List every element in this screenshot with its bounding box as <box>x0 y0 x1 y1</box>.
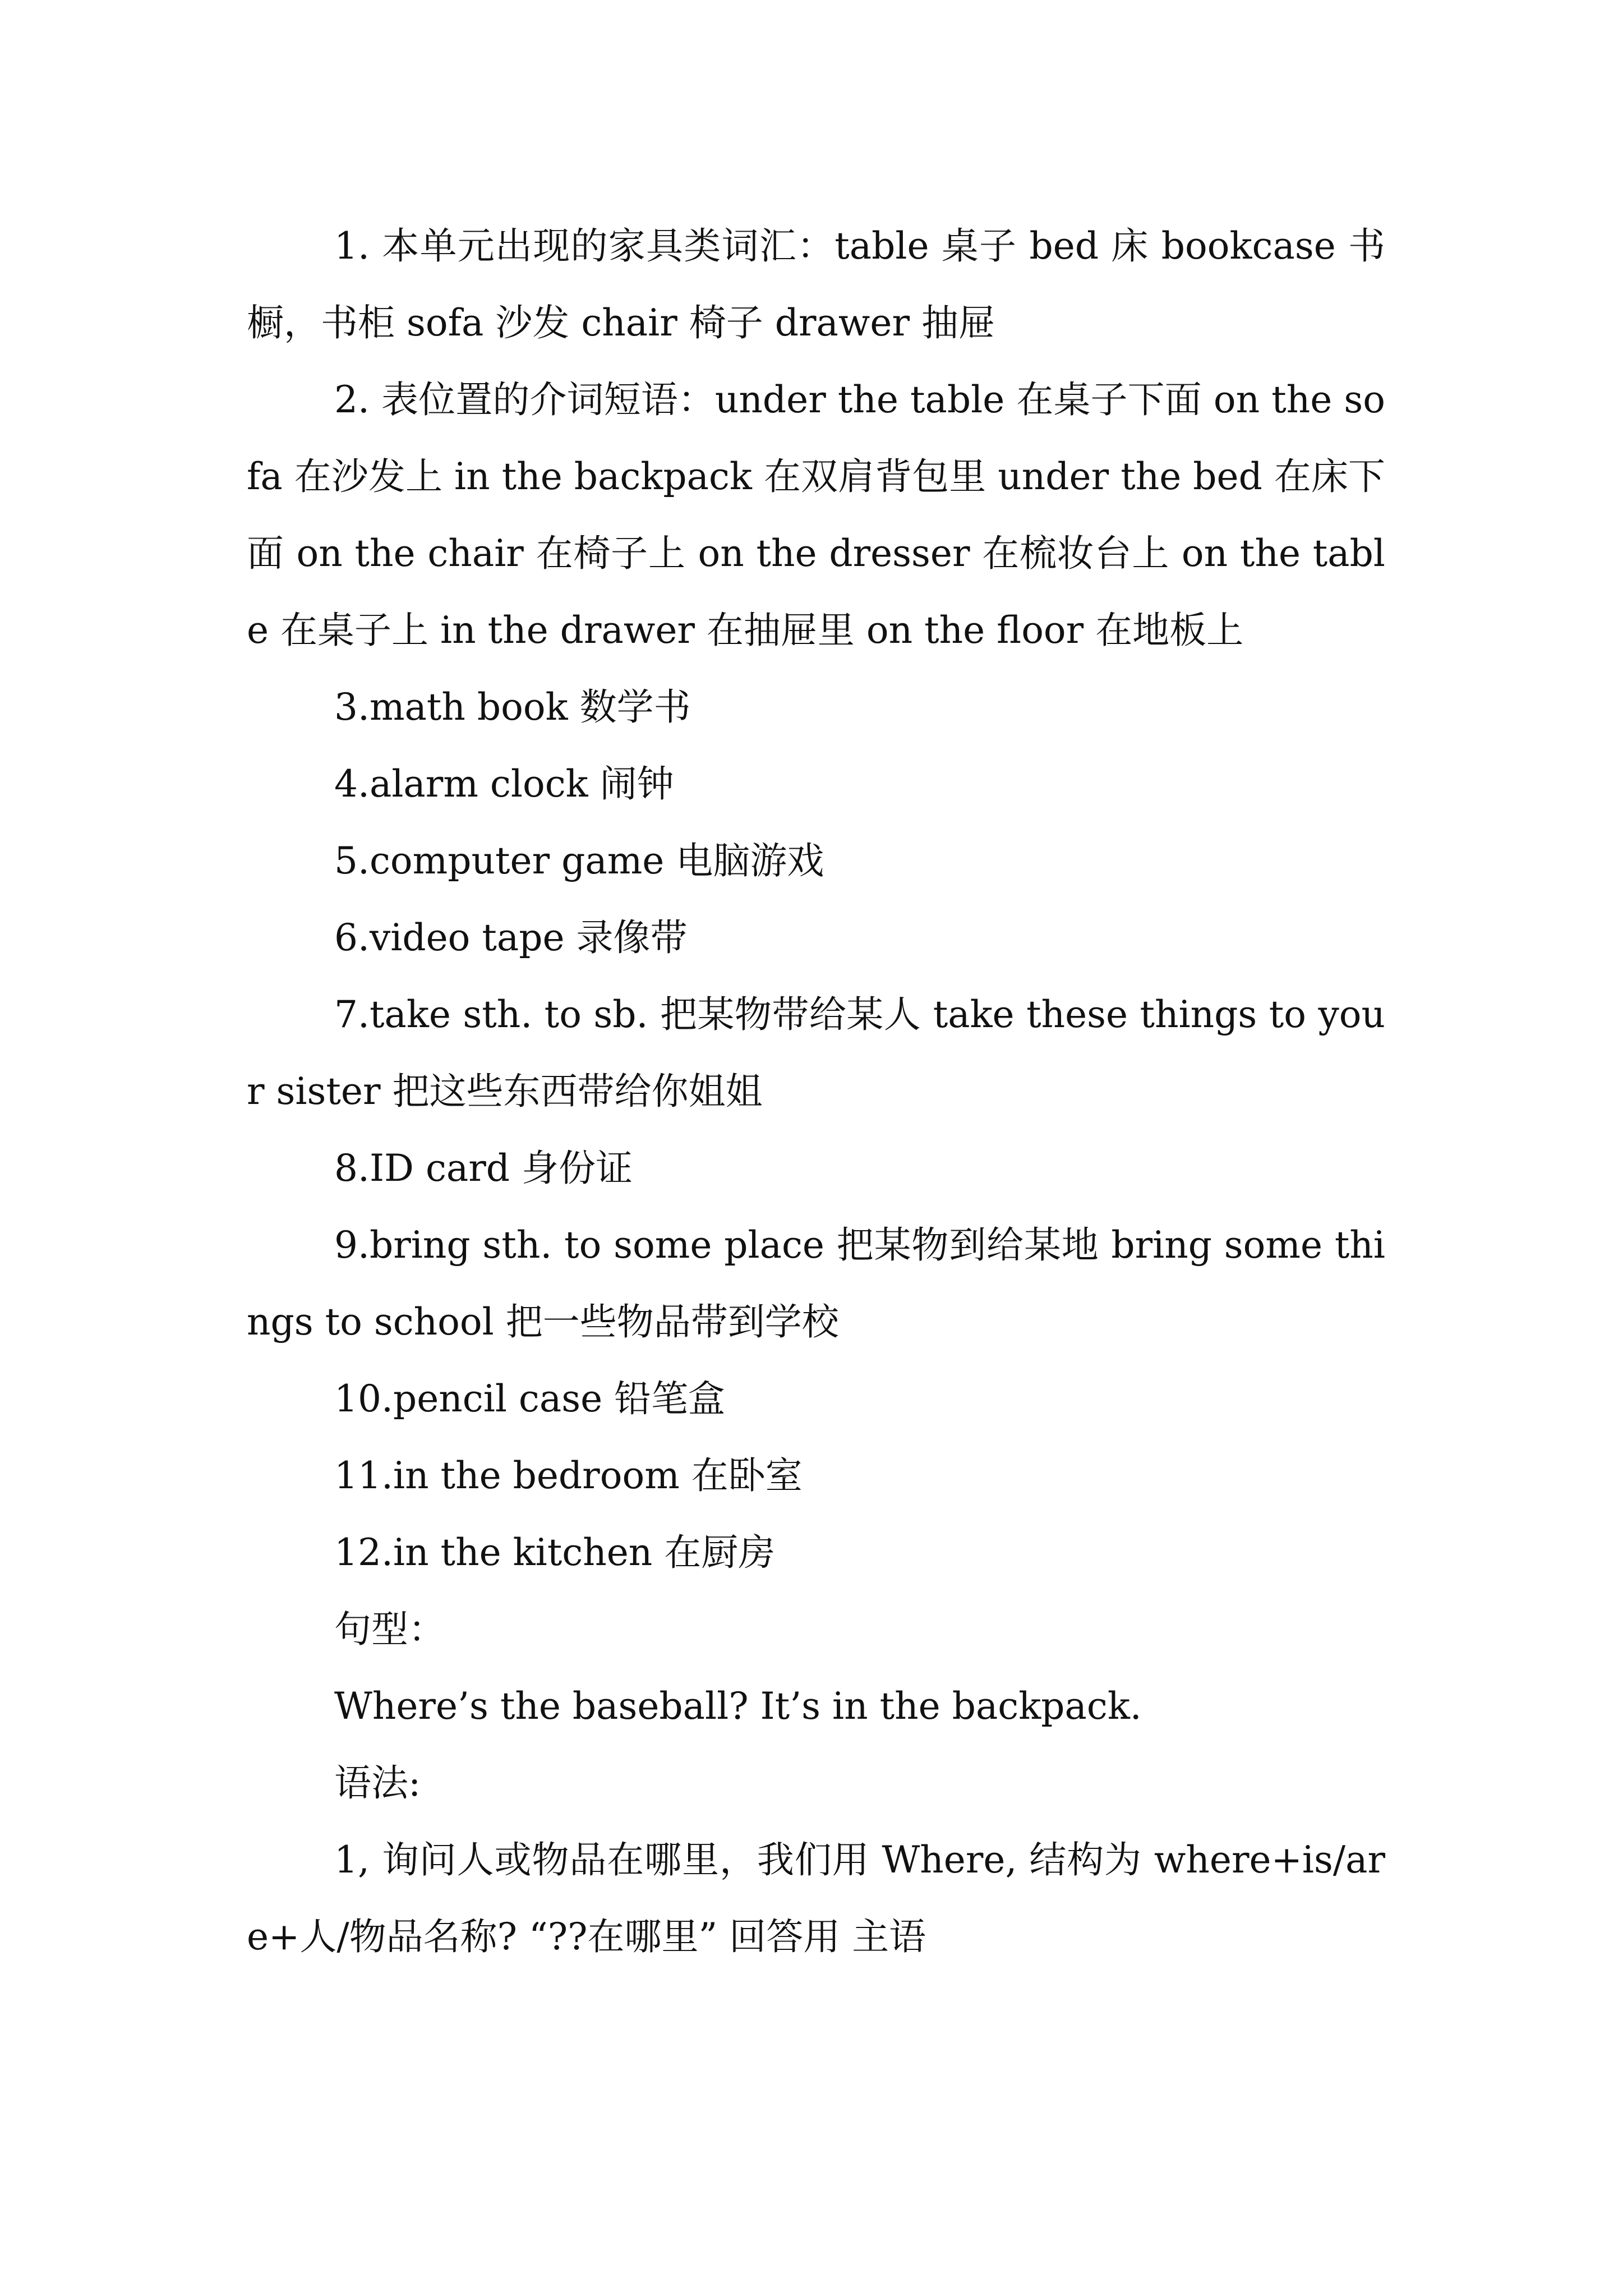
list-item-pencil-case: 10.pencil case 铅笔盒 <box>334 1377 726 1420</box>
heading-sentence-patterns: 句型： <box>334 1608 445 1651</box>
sentence-pattern-example: Where’s the baseball? It’s in the backpack. <box>334 1685 1142 1728</box>
list-item-math-book: 3.math book 数学书 <box>334 685 691 729</box>
list-item-id-card: 8.ID card 身份证 <box>334 1147 633 1190</box>
paragraph-take-sth-to-sb: 7.take sth. to sb. 把某物带给某人 take these things to your sister 把这些东西带给你姐姐 <box>247 993 1385 1113</box>
paragraph-grammar-where: 1, 询问人或物品在哪里，我们用 Where, 结构为 where+is/are+人/物品名称? “??在哪里” 回答用 主语 <box>247 1838 1385 1958</box>
list-item-computer-game: 5.computer game 电脑游戏 <box>334 839 824 882</box>
paragraph-furniture-vocabulary: 1. 本单元出现的家具类词汇：table 桌子 bed 床 bookcase 书橱，书柜 sofa 沙发 chair 椅子 drawer 抽屉 <box>247 224 1385 344</box>
paragraph-prepositional-phrases: 2. 表位置的介词短语：under the table 在桌子下面 on the sofa 在沙发上 in the backpack 在双肩背包里 under the bed 在床下面 on the chair 在椅子上 on the dresser 在梳妆台上 on the table 在桌子上 in the drawer 在抽屉里 on the floor 在地板上 <box>247 378 1385 652</box>
list-item-in-the-kitchen: 12.in the kitchen 在厨房 <box>334 1531 776 1574</box>
document-page <box>247 208 1385 1975</box>
list-item-alarm-clock: 4.alarm clock 闹钟 <box>334 762 674 806</box>
heading-grammar: 语法: <box>334 1761 421 1805</box>
list-item-in-the-bedroom: 11.in the bedroom 在卧室 <box>334 1454 803 1497</box>
list-item-video-tape: 6.video tape 录像带 <box>334 916 688 959</box>
paragraph-bring-sth: 9.bring sth. to some place 把某物到给某地 bring some things to school 把一些物品带到学校 <box>247 1223 1385 1343</box>
